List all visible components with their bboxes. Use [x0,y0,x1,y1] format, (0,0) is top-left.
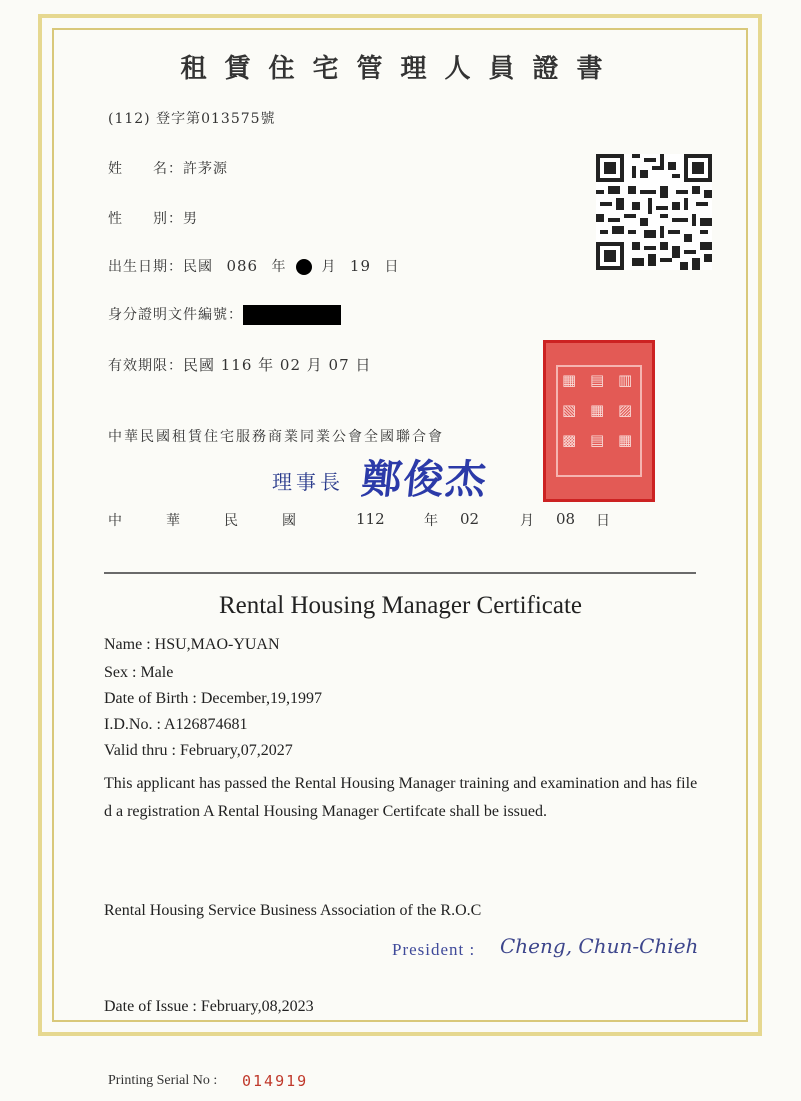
seal-mark: ▦ [562,371,577,389]
seal-mark: ▩ [562,431,577,449]
seal-mark: ▧ [562,401,577,419]
dob-label: 出生日期： [108,259,183,275]
president-label-english: President : [392,940,476,959]
dob-day-unit: 日 [384,259,400,275]
dob-era: 民國 [183,259,213,275]
date-of-issue: Date of Issue : February,08,2023 [104,998,314,1015]
seal-mark: ▤ [590,431,605,449]
dob-year-unit: 年 [271,259,287,275]
name-row-chinese [108,158,228,178]
certificate-title-english: Rental Housing Manager Certificate [218,592,583,619]
valid-english: Valid thru : February,07,2027 [104,742,293,759]
official-seal-icon [543,340,655,502]
dob-english: Date of Birth : December,19,1997 [104,690,322,707]
statement-english: This applicant has passed the Rental Housing Manager training and examination and has filed a registration A Rental Housing Manager Certifcate shall be issued. [104,775,698,820]
id-row-chinese [108,304,341,325]
printing-serial-label: Printing Serial No : [108,1073,218,1088]
name-label: 姓 名： [108,161,183,177]
seal-mark: ▦ [618,431,633,449]
qr-code-icon [596,154,712,270]
sex-english: Sex : Male [104,664,174,681]
certificate-title-chinese: 租賃住宅管理人員證書 [180,54,621,84]
date-day: 08 [556,510,576,528]
date-char-min: 民 [224,513,238,529]
dob-row-chinese [108,256,399,276]
association-name-chinese: 中華民國租賃住宅服務商業同業公會全國聯合會 [108,429,444,445]
president-signature-chinese: 鄭俊杰 [359,456,491,503]
section-divider [104,572,696,574]
date-month-unit: 月 [520,513,534,529]
seal-mark: ▨ [618,401,633,419]
sex-row-chinese [108,208,198,228]
president-label-chinese: 理事長 [272,470,344,494]
redaction-bar-icon [243,305,341,325]
date-year-unit: 年 [424,513,438,529]
dob-day: 19 [349,257,371,275]
valid-value: 民國 116 年 02 月 07 日 [183,356,372,374]
id-english: I.D.No. : A126874681 [104,716,248,733]
seal-mark: ▤ [590,371,605,389]
printing-serial-number: 014919 [242,1072,309,1090]
association-name-english: Rental Housing Service Business Association of the R.O.C [104,902,482,919]
date-month: 02 [460,510,480,528]
dob-year: 086 [226,257,259,275]
date-char-hua: 華 [166,513,180,529]
name-english: Name : HSU,MAO-YUAN [104,636,280,653]
id-label: 身分證明文件編號： [108,307,243,323]
dob-month-unit: 月 [321,259,337,275]
seal-mark: ▥ [618,371,633,389]
sex-value: 男 [183,211,198,227]
date-char-zhong: 中 [108,513,122,529]
seal-mark: ▦ [590,401,605,419]
date-day-unit: 日 [596,513,610,529]
redaction-dot-icon [296,259,312,275]
valid-label: 有效期限： [108,358,183,374]
valid-row-chinese [108,354,371,375]
sex-label: 性 別： [108,211,183,227]
president-signature-english: Cheng, Chun-Chieh [500,934,699,958]
date-year: 112 [356,510,385,528]
date-char-guo: 國 [282,513,296,529]
certificate-number: (112) 登字第013575號 [108,111,276,127]
name-value: 許茅源 [183,161,228,177]
